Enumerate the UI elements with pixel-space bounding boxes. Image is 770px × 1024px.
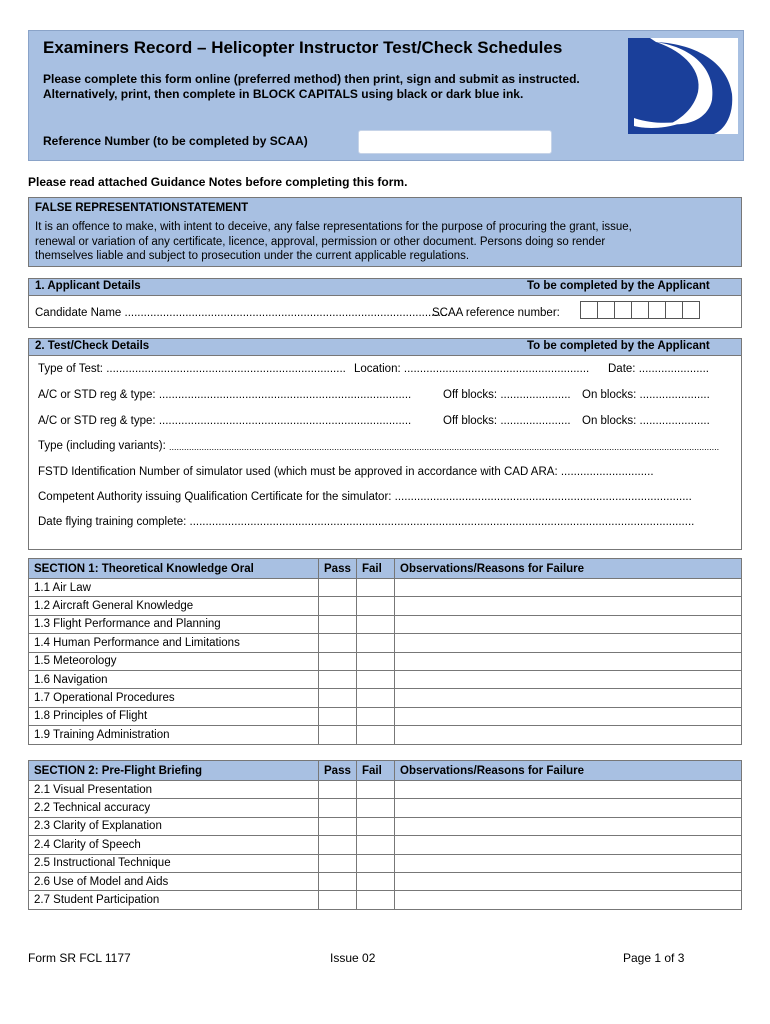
table-row (29, 726, 742, 744)
observations-cell[interactable] (395, 707, 742, 725)
on-blocks-field-2[interactable] (582, 415, 712, 427)
scaa-ref-label: SCAA reference number: (432, 307, 560, 319)
instruction-line: Alternatively, print, then complete in BLOCK CAPITALS using black or dark blue ink. (43, 87, 524, 101)
pass-cell[interactable] (319, 707, 357, 725)
type-of-test-label: Type of Test: (38, 363, 103, 375)
item-label: 1.9 Training Administration (29, 726, 319, 744)
test-title: 2. Test/Check Details (35, 340, 150, 352)
table-row (29, 817, 742, 835)
type-of-test-line[interactable]: ........................................................................... (106, 363, 346, 375)
item-label: 2.4 Clarity of Speech (29, 836, 319, 854)
observations-cell[interactable] (395, 799, 742, 817)
observations-cell[interactable] (395, 891, 742, 909)
date-field[interactable] (608, 363, 713, 375)
pass-cell[interactable] (319, 817, 357, 835)
pass-cell[interactable] (319, 615, 357, 633)
section1-table (28, 558, 742, 745)
fstd-field[interactable] (38, 466, 654, 478)
fstd-line[interactable]: ............................. (560, 466, 654, 478)
form-title: Examiners Record – Helicopter Instructor Test/Check Schedules (43, 38, 563, 57)
table-row (29, 597, 742, 615)
date-line[interactable]: ...................... (638, 363, 709, 375)
applicant-note: To be completed by the Applicant (527, 280, 710, 292)
fail-cell[interactable] (357, 579, 395, 597)
fail-cell[interactable] (357, 597, 395, 615)
pass-cell[interactable] (319, 579, 357, 597)
ac-reg-line[interactable]: ............................................................................... (158, 415, 412, 427)
authority-field[interactable] (38, 491, 692, 503)
table-row (29, 836, 742, 854)
digit-box[interactable] (580, 301, 598, 319)
off-blocks-label: Off blocks: (443, 389, 498, 401)
instructions (43, 72, 580, 102)
on-blocks-label: On blocks: (582, 389, 637, 401)
table-row (29, 634, 742, 652)
item-label: 1.1 Air Law (29, 579, 319, 597)
observations-cell[interactable] (395, 854, 742, 872)
location-field[interactable] (354, 363, 592, 375)
off-blocks-line[interactable]: ...................... (500, 415, 571, 427)
table-row (29, 615, 742, 633)
fail-cell[interactable] (357, 634, 395, 652)
fail-cell[interactable] (357, 799, 395, 817)
applicant-title: 1. Applicant Details (35, 280, 141, 292)
ac-reg-line[interactable]: ............................................................................... (158, 389, 412, 401)
pass-cell[interactable] (319, 597, 357, 615)
guidance-note: Please read attached Guidance Notes before completing this form. (28, 175, 408, 189)
item-label: 1.8 Principles of Flight (29, 707, 319, 725)
false-statement-title: FALSE REPRESENTATIONSTATEMENT (35, 202, 249, 214)
on-blocks-label: On blocks: (582, 415, 637, 427)
item-label: 2.1 Visual Presentation (29, 781, 319, 799)
observations-cell[interactable] (395, 670, 742, 688)
table-row (29, 670, 742, 688)
observations-cell[interactable] (395, 597, 742, 615)
pass-cell[interactable] (319, 799, 357, 817)
item-label: 1.5 Meteorology (29, 652, 319, 670)
item-label: 1.3 Flight Performance and Planning (29, 615, 319, 633)
digit-box[interactable] (665, 301, 683, 319)
observations-header: Observations/Reasons for Failure (395, 761, 742, 781)
type-variants-field[interactable] (38, 440, 720, 452)
fail-cell[interactable] (357, 854, 395, 872)
item-label: 1.6 Navigation (29, 670, 319, 688)
pass-cell[interactable] (319, 689, 357, 707)
type-of-test-field[interactable] (38, 363, 356, 375)
scaa-logo-icon (628, 38, 738, 134)
location-label: Location: (354, 363, 401, 375)
statement-line: It is an offence to make, with intent to deceive, any false representations for the purpose of procuring the grant, issue, (35, 221, 632, 233)
pass-cell[interactable] (319, 854, 357, 872)
digit-box[interactable] (648, 301, 666, 319)
table-row (29, 579, 742, 597)
date-complete-label: Date flying training complete: (38, 516, 187, 528)
observations-cell[interactable] (395, 872, 742, 890)
on-blocks-field-1[interactable] (582, 389, 712, 401)
item-label: 2.3 Clarity of Explanation (29, 817, 319, 835)
instruction-line: Please complete this form online (preferred method) then print, sign and submit as instructed. (43, 72, 580, 86)
observations-cell[interactable] (395, 652, 742, 670)
section2-header-row (29, 761, 742, 781)
date-label: Date: (608, 363, 636, 375)
section2-title: SECTION 2: Pre-Flight Briefing (29, 761, 319, 781)
observations-cell[interactable] (395, 634, 742, 652)
item-label: 2.6 Use of Model and Aids (29, 872, 319, 890)
type-variants-line[interactable]: ............................................................................................................................................................................................................................ (169, 442, 720, 452)
table-row (29, 781, 742, 799)
footer-page: Page 1 of 3 (623, 951, 685, 965)
table-row (29, 707, 742, 725)
table-row (29, 872, 742, 890)
item-label: 2.7 Student Participation (29, 891, 319, 909)
location-line[interactable]: .......................................................... (403, 363, 590, 375)
table-row (29, 891, 742, 909)
fail-cell[interactable] (357, 872, 395, 890)
ac-reg-label: A/C or STD reg & type: (38, 389, 156, 401)
item-label: 1.2 Aircraft General Knowledge (29, 597, 319, 615)
observations-header: Observations/Reasons for Failure (395, 559, 742, 579)
pass-cell[interactable] (319, 891, 357, 909)
date-complete-line[interactable]: .............................................................................................................................................................. (189, 516, 695, 528)
pass-cell[interactable] (319, 634, 357, 652)
statement-line: renewal or variation of any certificate, licence, approval, permission or other document. Persons doing so render (35, 235, 606, 248)
statement-line: themselves liable and subject to prosecution under the current applicable regulations. (35, 250, 470, 262)
fail-cell[interactable] (357, 615, 395, 633)
table-row (29, 652, 742, 670)
digit-box[interactable] (597, 301, 615, 319)
type-variants-label: Type (including variants): (38, 440, 166, 452)
item-label: 1.7 Operational Procedures (29, 689, 319, 707)
fail-cell[interactable] (357, 726, 395, 744)
digit-box[interactable] (631, 301, 649, 319)
fail-cell[interactable] (357, 781, 395, 799)
fail-cell[interactable] (357, 707, 395, 725)
item-label: 1.4 Human Performance and Limitations (29, 634, 319, 652)
observations-cell[interactable] (395, 726, 742, 744)
ac-reg-label: A/C or STD reg & type: (38, 415, 156, 427)
date-complete-field[interactable] (38, 516, 702, 528)
fail-header: Fail (357, 559, 395, 579)
on-blocks-line[interactable]: ...................... (639, 415, 710, 427)
false-statement-text (35, 220, 632, 264)
candidate-name-line[interactable]: ...................................................................................................... (124, 307, 451, 319)
off-blocks-label: Off blocks: (443, 415, 498, 427)
observations-cell[interactable] (395, 615, 742, 633)
table-row (29, 689, 742, 707)
fail-cell[interactable] (357, 817, 395, 835)
fail-cell[interactable] (357, 891, 395, 909)
on-blocks-line[interactable]: ...................... (639, 389, 710, 401)
pass-cell[interactable] (319, 781, 357, 799)
pass-cell[interactable] (319, 726, 357, 744)
authority-label: Competent Authority issuing Qualification Certificate for the simulator: (38, 491, 392, 503)
pass-cell[interactable] (319, 652, 357, 670)
pass-cell[interactable] (319, 670, 357, 688)
digit-box[interactable] (614, 301, 632, 319)
reference-label: Reference Number (to be completed by SCAA) (43, 134, 308, 148)
candidate-name-field[interactable] (35, 307, 451, 319)
fstd-label: FSTD Identification Number of simulator used (which must be approved in accordance with CAD ARA: (38, 466, 558, 478)
off-blocks-field-1[interactable] (443, 389, 570, 401)
authority-line[interactable]: ............................................................................................. (394, 491, 692, 503)
observations-cell[interactable] (395, 689, 742, 707)
pass-cell[interactable] (319, 836, 357, 854)
pass-header: Pass (319, 559, 357, 579)
scaa-ref-digit-boxes[interactable] (581, 301, 700, 319)
item-label: 2.2 Technical accuracy (29, 799, 319, 817)
fail-cell[interactable] (357, 689, 395, 707)
reference-number-input[interactable] (358, 130, 552, 154)
table-row (29, 799, 742, 817)
fail-cell[interactable] (357, 652, 395, 670)
item-label: 2.5 Instructional Technique (29, 854, 319, 872)
fail-cell[interactable] (357, 670, 395, 688)
observations-cell[interactable] (395, 836, 742, 854)
section1-title: SECTION 1: Theoretical Knowledge Oral (29, 559, 319, 579)
observations-cell[interactable] (395, 579, 742, 597)
footer-issue: Issue 02 (330, 951, 376, 965)
pass-cell[interactable] (319, 872, 357, 890)
ac-reg-field-2[interactable] (38, 415, 423, 427)
footer-form-number: Form SR FCL 1177 (28, 951, 131, 965)
digit-box[interactable] (682, 301, 700, 319)
off-blocks-field-2[interactable] (443, 415, 570, 427)
section2-table (28, 760, 742, 910)
pass-header: Pass (319, 761, 357, 781)
fail-header: Fail (357, 761, 395, 781)
section1-header-row (29, 559, 742, 579)
observations-cell[interactable] (395, 781, 742, 799)
observations-cell[interactable] (395, 817, 742, 835)
table-row (29, 854, 742, 872)
off-blocks-line[interactable]: ...................... (500, 389, 571, 401)
ac-reg-field-1[interactable] (38, 389, 423, 401)
test-note: To be completed by the Applicant (527, 340, 710, 352)
candidate-name-label: Candidate Name (35, 307, 122, 319)
fail-cell[interactable] (357, 836, 395, 854)
